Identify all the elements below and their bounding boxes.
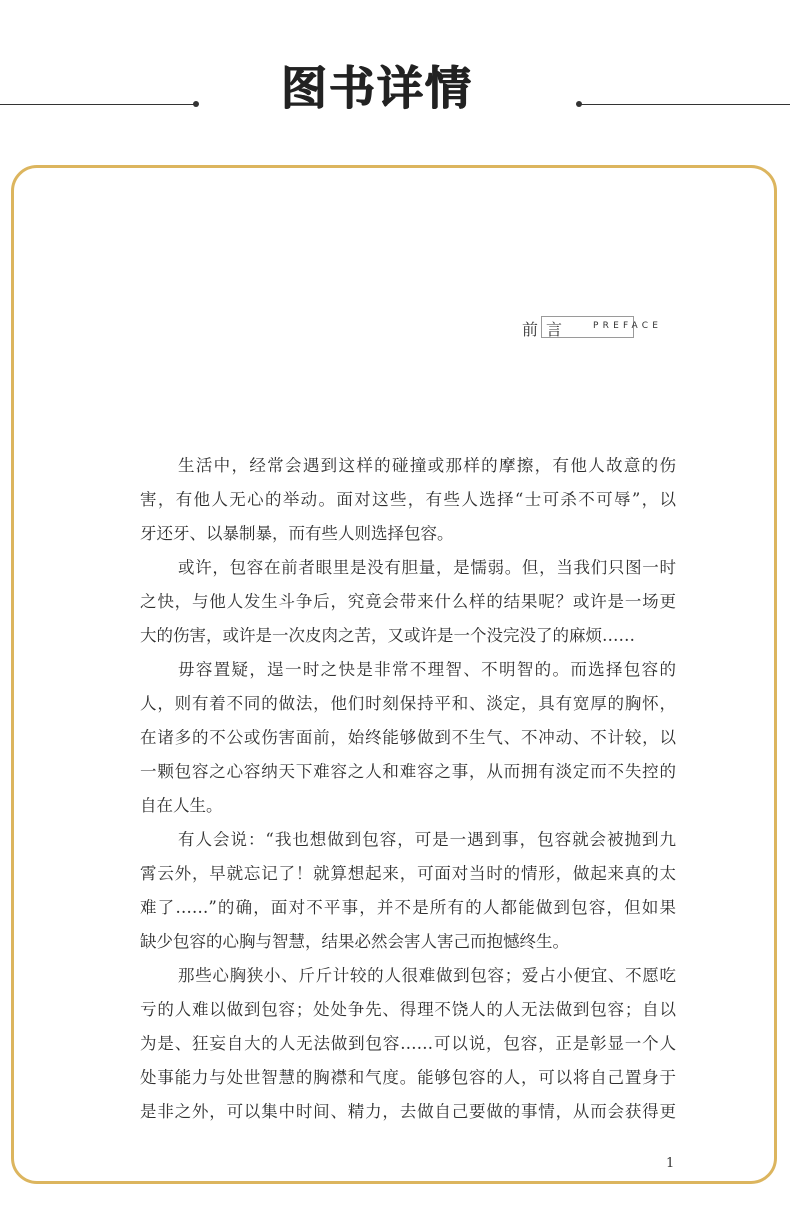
text-line: 难了……”的确，面对不平事，并不是所有的人都能做到包容，但如果 <box>140 898 676 917</box>
header-divider-right <box>580 104 790 105</box>
page-header <box>0 0 790 150</box>
text-line: 亏的人难以做到包容；处处争先、得理不饶人的人无法做到包容；自以 <box>140 1000 676 1019</box>
preface-body <box>140 449 676 1129</box>
text-line: 在诸多的不公或伤害面前，始终能够做到不生气、不冲动、不计较，以 <box>140 728 676 747</box>
text-line: 那些心胸狭小、斤斤计较的人很难做到包容；爱占小便宜、不愿吃 <box>178 966 676 985</box>
text-line: 毋容置疑，逞一时之快是非常不理智、不明智的。而选择包容的 <box>178 660 676 679</box>
text-line: 害，有他人无心的举动。面对这些，有些人选择“士可杀不可辱”，以 <box>140 490 676 509</box>
text-line: 有人会说：“我也想做到包容，可是一遇到事，包容就会被抛到九 <box>178 830 676 849</box>
text-line: 大的伤害，或许是一次皮肉之苦，又或许是一个没完没了的麻烦…… <box>140 626 635 645</box>
text-line: 是非之外，可以集中时间、精力，去做自己要做的事情，从而会获得更 <box>140 1102 676 1121</box>
text-line: 自在人生。 <box>140 796 223 815</box>
text-line: 处事能力与处世智慧的胸襟和气度。能够包容的人，可以将自己置身于 <box>140 1068 676 1087</box>
preface-english: PREFACE <box>593 321 663 331</box>
text-line: 或许，包容在前者眼里是没有胆量，是懦弱。但，当我们只图一时 <box>178 558 676 577</box>
text-line: 人，则有着不同的做法，他们时刻保持平和、淡定，具有宽厚的胸怀， <box>140 694 676 713</box>
text-line: 为是、狂妄自大的人无法做到包容……可以说，包容，正是彰显一个人 <box>140 1034 676 1053</box>
preface-heading <box>522 316 682 340</box>
text-line: 一颗包容之心容纳天下难容之人和难容之事，从而拥有淡定而不失控的 <box>140 762 676 781</box>
text-line: 牙还牙、以暴制暴，而有些人则选择包容。 <box>140 524 454 543</box>
page-number: 1 <box>666 1156 675 1171</box>
text-line: 生活中，经常会遇到这样的碰撞或那样的摩擦，有他人故意的伤 <box>178 456 676 475</box>
header-title: 图书详情 <box>281 61 473 115</box>
preface-char-2: 言 <box>546 320 563 339</box>
text-line: 之快，与他人发生斗争后，究竟会带来什么样的结果呢？或许是一场更 <box>140 592 676 611</box>
text-line: 霄云外，早就忘记了！就算想起来，可面对当时的情形，做起来真的太 <box>140 864 676 883</box>
text-line: 缺少包容的心胸与智慧，结果必然会害人害己而抱憾终生。 <box>140 932 569 951</box>
preface-char-1: 前 <box>522 320 539 339</box>
